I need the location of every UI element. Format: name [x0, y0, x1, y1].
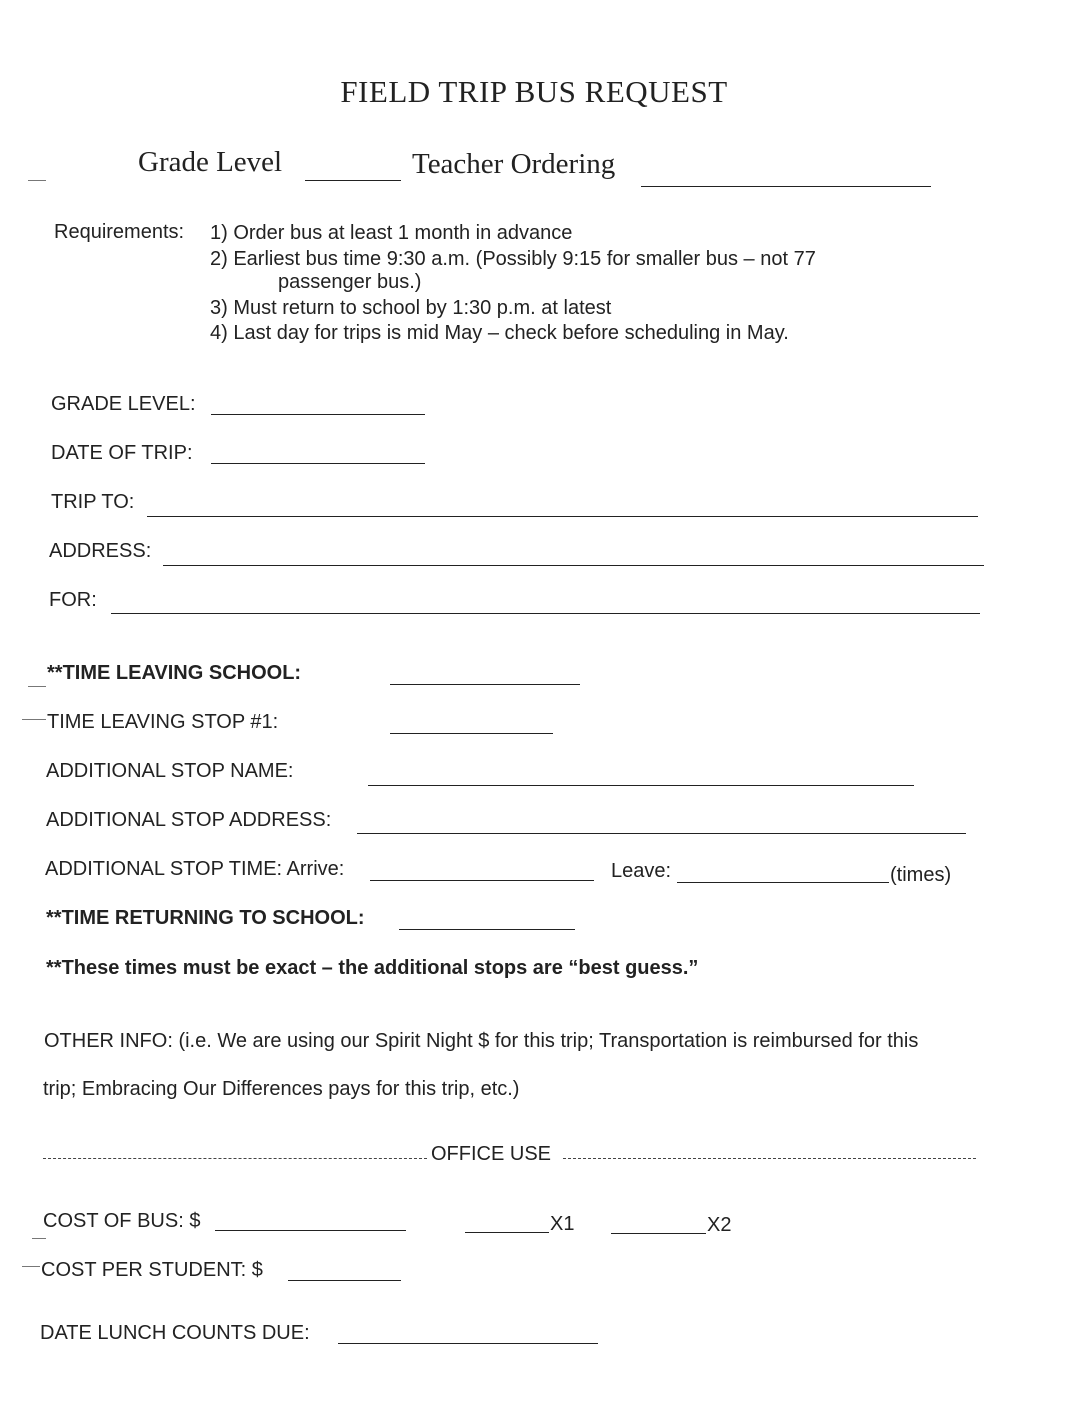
grade-level-field[interactable]	[211, 414, 425, 415]
address-label: ADDRESS:	[49, 540, 152, 562]
time-returning-label: **TIME RETURNING TO SCHOOL:	[46, 907, 365, 929]
scan-mark	[28, 180, 46, 181]
additional-stop-name-label: ADDITIONAL STOP NAME:	[46, 760, 294, 782]
times-note: **These times must be exact – the additional stops are “best guess.”	[46, 957, 699, 979]
date-of-trip-label: DATE OF TRIP:	[51, 442, 193, 464]
date-lunch-counts-field[interactable]	[338, 1343, 598, 1344]
requirement-item: 2) Earliest bus time 9:30 a.m. (Possibly 9:15 for smaller bus – not 77	[210, 248, 816, 270]
requirement-item-continued: passenger bus.)	[278, 271, 422, 293]
time-leaving-school-label: **TIME LEAVING SCHOOL:	[47, 662, 302, 684]
cost-per-student-field[interactable]	[288, 1280, 401, 1281]
requirement-item: 4) Last day for trips is mid May – check before scheduling in May.	[210, 322, 789, 344]
trip-to-label: TRIP TO:	[51, 491, 135, 513]
arrive-field[interactable]	[370, 880, 594, 881]
scan-mark	[32, 1238, 46, 1239]
cost-per-student-label: COST PER STUDENT: $	[41, 1259, 263, 1281]
additional-stop-address-field[interactable]	[357, 833, 966, 834]
for-field[interactable]	[111, 613, 980, 614]
trip-to-field[interactable]	[147, 516, 978, 517]
office-use-divider-right	[563, 1158, 976, 1159]
office-use-heading: OFFICE USE	[431, 1143, 552, 1165]
other-info-text: OTHER INFO: (i.e. We are using our Spirit Night $ for this trip; Transportation is reimbursed for this	[44, 1030, 919, 1052]
additional-stop-time-label: ADDITIONAL STOP TIME: Arrive:	[45, 858, 345, 880]
requirement-item: 3) Must return to school by 1:30 p.m. at latest	[210, 297, 612, 319]
leave-field[interactable]	[677, 882, 889, 883]
time-leaving-stop-field[interactable]	[390, 733, 553, 734]
x2-label: X2	[707, 1214, 732, 1236]
header-teacher-ordering-blank[interactable]	[641, 186, 931, 187]
date-of-trip-field[interactable]	[211, 463, 425, 464]
header-grade-level-label: Grade Level	[138, 146, 283, 178]
x2-field[interactable]	[611, 1233, 706, 1234]
requirement-item: 1) Order bus at least 1 month in advance	[210, 222, 573, 244]
grade-level-label: GRADE LEVEL:	[51, 393, 196, 415]
header-grade-level-blank[interactable]	[305, 180, 401, 181]
cost-of-bus-label: COST OF BUS: $	[43, 1210, 201, 1232]
form-title: FIELD TRIP BUS REQUEST	[340, 74, 728, 109]
cost-of-bus-field[interactable]	[215, 1230, 406, 1231]
leave-label: Leave:	[611, 860, 672, 882]
date-lunch-counts-label: DATE LUNCH COUNTS DUE:	[40, 1322, 310, 1344]
time-leaving-stop-label: TIME LEAVING STOP #1:	[47, 711, 279, 733]
x1-label: X1	[550, 1213, 575, 1235]
x1-field[interactable]	[465, 1232, 549, 1233]
address-field[interactable]	[163, 565, 984, 566]
other-info-text-continued: trip; Embracing Our Differences pays for this trip, etc.)	[43, 1078, 520, 1100]
time-leaving-school-field[interactable]	[390, 684, 580, 685]
requirements-label: Requirements:	[54, 221, 185, 243]
additional-stop-address-label: ADDITIONAL STOP ADDRESS:	[46, 809, 332, 831]
scan-mark	[28, 686, 46, 687]
office-use-divider-left	[43, 1158, 427, 1159]
scan-mark	[22, 1266, 40, 1267]
time-returning-field[interactable]	[399, 929, 575, 930]
times-label: (times)	[890, 864, 952, 886]
additional-stop-name-field[interactable]	[368, 785, 914, 786]
for-label: FOR:	[49, 589, 97, 611]
scan-mark	[22, 719, 46, 720]
header-teacher-ordering-label: Teacher Ordering	[412, 148, 616, 180]
